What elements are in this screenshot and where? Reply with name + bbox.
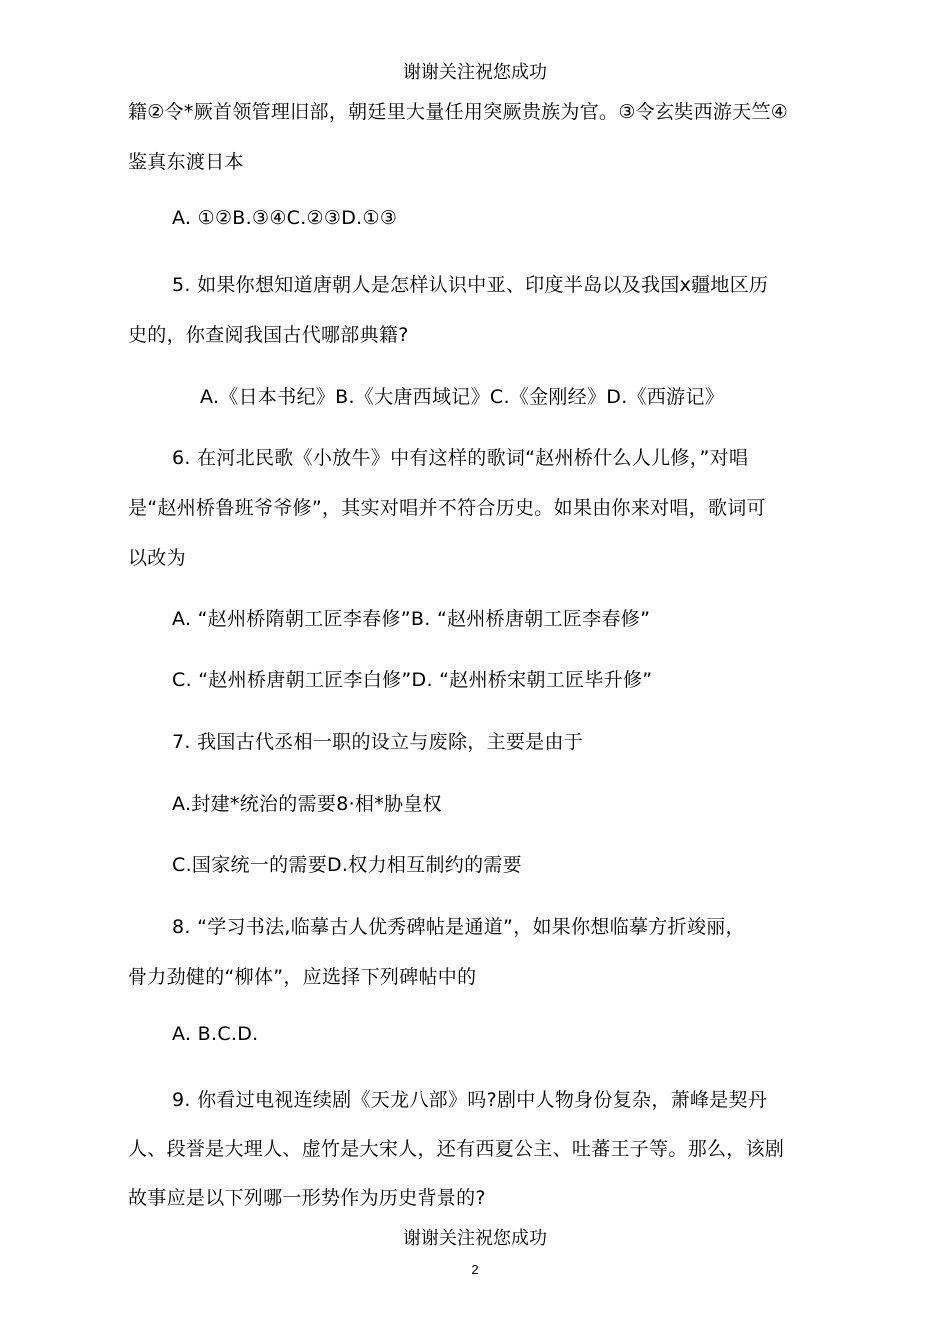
question-7: 7. 我国古代丞相一职的设立与废除，主要是由于: [172, 731, 584, 753]
answer-options-q7-ab: A.封建*统治的需要8·相*胁皇权: [172, 793, 442, 815]
answer-options-q5: A.《日本书纪》B.《大唐西域记》C.《金刚经》D.《西游记》: [200, 386, 725, 408]
text-line: 以改为: [128, 547, 186, 569]
text-line: 史的，你查阅我国古代哪部典籍?: [128, 324, 409, 346]
question-9: 9. 你看过电视连续剧《天龙八部》吗?剧中人物身份复杂，萧峰是契丹: [172, 1089, 768, 1111]
text-line: 籍②令*厥首领管理旧部，朝廷里大量任用突厥贵族为官。③令玄奘西游天竺④: [128, 101, 789, 123]
text-line: 是“赵州桥鲁班爷爷修”，其实对唱并不符合历史。如果由你来对唱，歌词可: [128, 497, 766, 519]
answer-options-q8: A. B.C.D.: [172, 1023, 259, 1045]
page-number: 2: [471, 1262, 479, 1277]
text-line: 人、段誉是大理人、虚竹是大宋人，还有西夏公主、吐蕃王子等。那么，该剧: [128, 1138, 785, 1160]
page-header: 谢谢关注祝您成功: [403, 62, 547, 83]
page-footer: 谢谢关注祝您成功: [403, 1228, 547, 1249]
answer-options-q4: A. ①②B.③④C.②③D.①③: [172, 207, 398, 229]
text-line: 鉴真东渡日本: [128, 151, 244, 173]
answer-options-q6-ab: A. “赵州桥隋朝工匠李春修”B. “赵州桥唐朝工匠李春修”: [172, 608, 651, 630]
question-6: 6. 在河北民歌《小放牛》中有这样的歌词“赵州桥什么人儿修，”对唱: [172, 447, 749, 469]
question-5: 5. 如果你想知道唐朝人是怎样认识中亚、印度半岛以及我国x疆地区历: [172, 274, 769, 296]
text-line: 故事应是以下列哪一形势作为历史背景的?: [128, 1187, 486, 1209]
question-8: 8. “学习书法,临摹古人优秀碑帖是通道”，如果你想临摹方折竣丽，: [172, 916, 745, 938]
answer-options-q6-cd: C. “赵州桥唐朝工匠李白修”D. “赵州桥宋朝工匠毕升修”: [172, 669, 653, 691]
text-line: 骨力劲健的“柳体”，应选择下列碑帖中的: [128, 966, 477, 988]
answer-options-q7-cd: C.国家统一的需要D.权力相互制约的需要: [172, 854, 522, 876]
